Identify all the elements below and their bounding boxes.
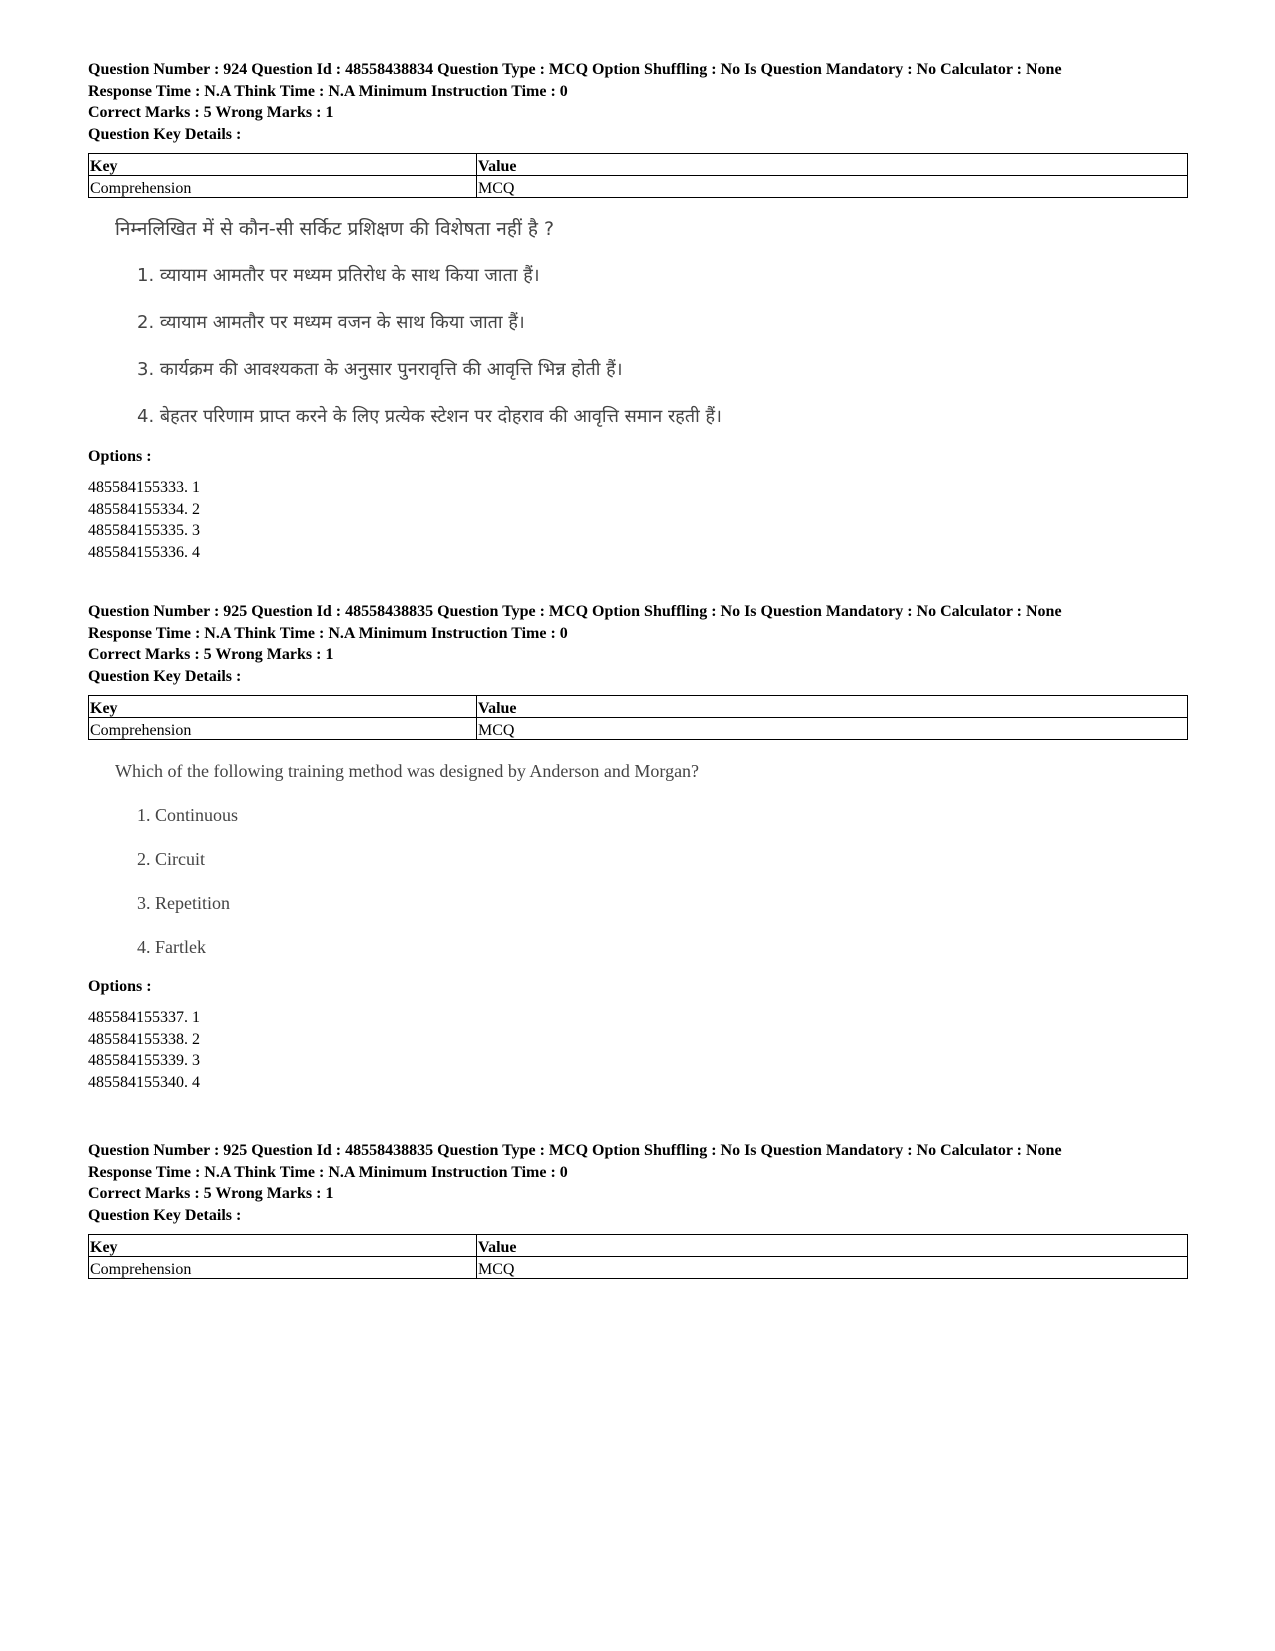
table-row — [89, 718, 1188, 740]
question-choice: 1. व्यायाम आमतौर पर मध्यम प्रतिरोध के साथ किया जाता हैं। — [137, 265, 540, 286]
options-list — [88, 1007, 1188, 1093]
value-cell: MCQ — [477, 718, 1188, 740]
option-item: 485584155337. 1 — [88, 1009, 200, 1026]
key-header-cell: Key — [89, 154, 477, 176]
key-header-cell: Key — [89, 1235, 477, 1257]
question-image — [115, 758, 1188, 960]
value-cell: MCQ — [477, 1257, 1188, 1279]
question-choice: 3. कार्यक्रम की आवश्यकता के अनुसार पुनरावृत्ति की आवृत्ति भिन्न होती हैं। — [137, 359, 623, 380]
question-meta-line: Response Time : N.A Think Time : N.A Minimum Instruction Time : 0 — [88, 624, 568, 642]
question-meta-line: Response Time : N.A Think Time : N.A Minimum Instruction Time : 0 — [88, 1163, 568, 1181]
question-key-details-label: Question Key Details : — [88, 667, 242, 685]
question-meta-line: Question Number : 925 Question Id : 48558438835 Question Type : MCQ Option Shuffling : No Is Question Mandatory : No Calculator : None — [88, 1142, 1062, 1159]
question-meta-line: Response Time : N.A Think Time : N.A Minimum Instruction Time : 0 — [88, 82, 568, 100]
option-item: 485584155336. 4 — [88, 543, 200, 561]
key-cell: Comprehension — [89, 718, 477, 740]
question-meta-line: Correct Marks : 5 Wrong Marks : 1 — [88, 1185, 334, 1202]
question-choice: 2. Circuit — [137, 849, 205, 869]
option-item: 485584155335. 3 — [88, 522, 200, 539]
question-key-table — [88, 153, 1188, 198]
option-item: 485584155334. 2 — [88, 500, 200, 518]
option-item: 485584155333. 1 — [88, 479, 200, 496]
table-row — [89, 1257, 1188, 1279]
question-key-table — [88, 695, 1188, 740]
question-choice: 1. Continuous — [137, 805, 239, 825]
question-block-925 — [88, 601, 1188, 1093]
key-header-cell: Key — [89, 696, 477, 718]
question-image — [115, 216, 1188, 430]
question-meta-line: Correct Marks : 5 Wrong Marks : 1 — [88, 646, 334, 663]
question-choice: 4. बेहतर परिणाम प्राप्त करने के लिए प्रत्येक स्टेशन पर दोहराव की आवृत्ति समान रहती हैं। — [137, 406, 722, 427]
table-header-row — [89, 154, 1188, 176]
value-cell: MCQ — [477, 176, 1188, 198]
options-list — [88, 477, 1188, 563]
question-key-details-label: Question Key Details : — [88, 125, 242, 143]
question-choice: 4. Fartlek — [137, 937, 206, 957]
option-item: 485584155339. 3 — [88, 1052, 200, 1069]
question-choice: 2. व्यायाम आमतौर पर मध्यम वजन के साथ किया जाता हैं। — [137, 312, 525, 333]
question-block-924 — [88, 59, 1188, 563]
table-row — [89, 176, 1188, 198]
key-cell: Comprehension — [89, 1257, 477, 1279]
question-meta-line: Correct Marks : 5 Wrong Marks : 1 — [88, 104, 334, 121]
option-item: 485584155340. 4 — [88, 1073, 200, 1091]
question-block-925-repeat — [88, 1140, 1188, 1279]
question-stem: Which of the following training method was designed by Anderson and Morgan? — [115, 761, 700, 781]
options-label: Options : — [88, 448, 152, 465]
key-cell: Comprehension — [89, 176, 477, 198]
question-meta-line: Question Number : 925 Question Id : 48558438835 Question Type : MCQ Option Shuffling : No Is Question Mandatory : No Calculator : None — [88, 603, 1062, 620]
value-header-cell: Value — [477, 696, 1188, 718]
options-label: Options : — [88, 978, 152, 995]
option-item: 485584155338. 2 — [88, 1030, 200, 1048]
value-header-cell: Value — [477, 1235, 1188, 1257]
question-key-table — [88, 1234, 1188, 1279]
question-stem: निम्नलिखित में से कौन-सी सर्किट प्रशिक्षण की विशेषता नहीं है ? — [115, 218, 555, 240]
table-header-row — [89, 696, 1188, 718]
question-key-details-label: Question Key Details : — [88, 1206, 242, 1224]
question-meta-line: Question Number : 924 Question Id : 48558438834 Question Type : MCQ Option Shuffling : No Is Question Mandatory : No Calculator : None — [88, 61, 1062, 78]
table-header-row — [89, 1235, 1188, 1257]
value-header-cell: Value — [477, 154, 1188, 176]
question-choice: 3. Repetition — [137, 893, 230, 913]
